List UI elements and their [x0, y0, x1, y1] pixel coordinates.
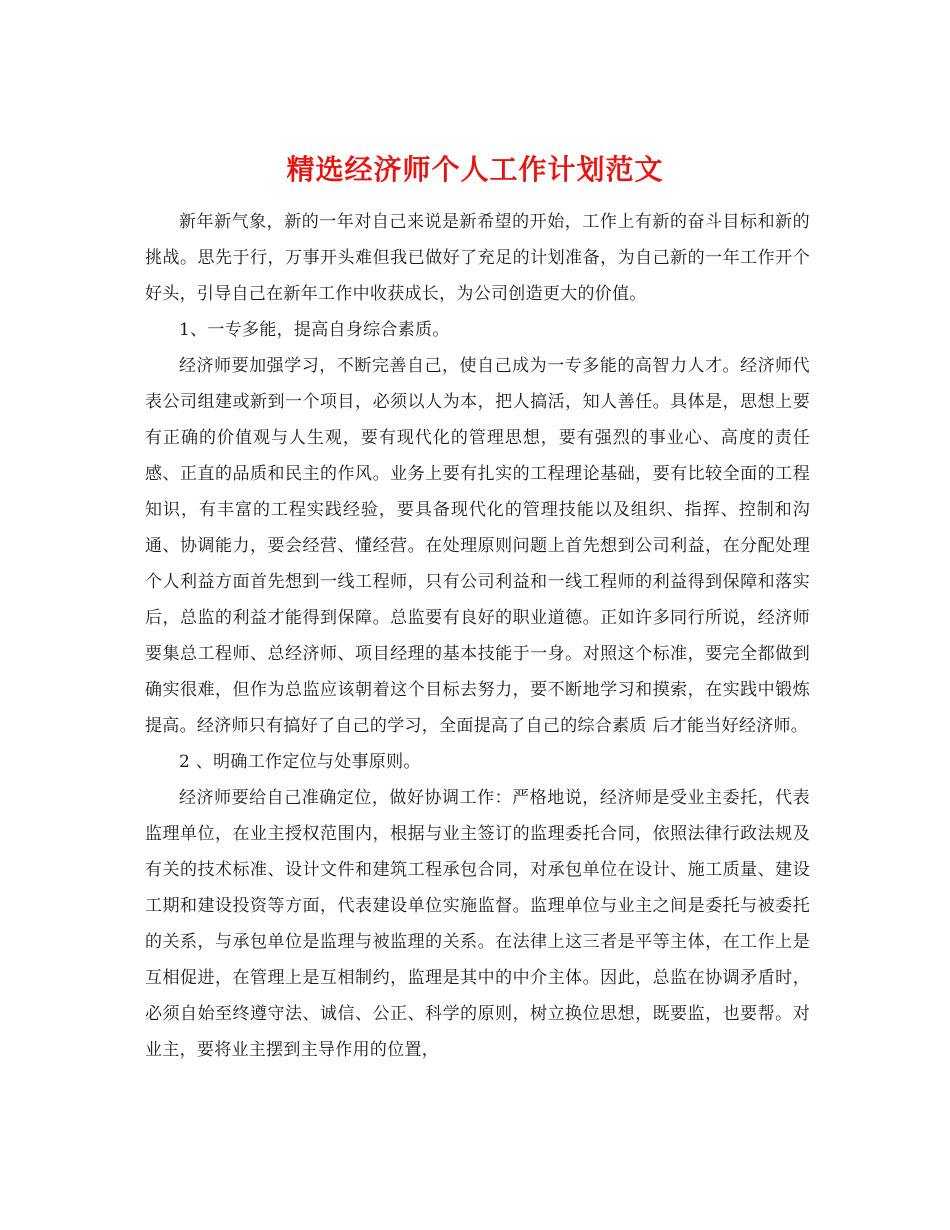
document-title: 精选经济师个人工作计划范文: [286, 152, 664, 186]
section-heading-2: 2 、明确工作定位与处事原则。: [179, 752, 421, 772]
paragraph-section-2: 经济师要给自己准确定位，做好协调工作：严格地说，经济师是受业主委托，代表监理单位，在业主授权范围内，根据与业主签订的监理委托合同，依照法律行政法规及有关的技术标准、设计文件和建筑工程承包合同，对承包单位在设计、施工质量、建设工期和建设投资等方面，代表建设单位实施监督。监理单位与业主之间是委托与被委托的关系，与承包单位是监理与被监理的关系。在法律上这三者是平等主体，在工作上是互相促进，在管理上是互相制约，监理是其中的中介主体。因此，总监在协调矛盾时，必须自始至终遵守法、诚信、公正、科学的原则，树立换位思想，既要监，也要帮。对业主，要将业主摆到主导作用的位置，: [145, 788, 810, 1060]
paragraph-section-1: 经济师要加强学习，不断完善自己，使自己成为一专多能的高智力人才。经济师代表公司组建或新到一个项目，必须以人为本，把人搞活，知人善任。具体是，思想上要有正确的价值观与人生观，要有现代化的管理思想，要有强烈的事业心、高度的责任感、正直的品质和民主的作风。业务上要有扎实的工程理论基础，要有比较全面的工程知识，有丰富的工程实践经验，要具备现代化的管理技能以及组织、指挥、控制和沟通、协调能力，要会经营、懂经营。在处理原则问题上首先想到公司利益，在分配处理个人利益方面首先想到一线工程师，只有公司利益和一线工程师的利益得到保障和落实后，总监的利益才能得到保障。总监要有良好的职业道德。正如许多同行所说，经济师要集总工程师、总经济师、项目经理的基本技能于一身。对照这个标准，要完全都做到确实很难，但作为总监应该朝着这个目标去努力，要不断地学习和摸索，在实践中锻炼提高。经济师只有搞好了自己的学习，全面提高了自己的综合素质 后才能当好经济师。: [145, 356, 810, 736]
section-heading-1: 1、一专多能，提高自身综合素质。: [179, 320, 450, 340]
paragraph-intro: 新年新气象，新的一年对自己来说是新希望的开始，工作上有新的奋斗目标和新的挑战。思先于行，万事开头难但我已做好了充足的计划准备，为自己新的一年工作开个好头，引导自己在新年工作中收获成长，为公司创造更大的价值。: [145, 212, 810, 304]
document-body: [145, 204, 810, 1068]
